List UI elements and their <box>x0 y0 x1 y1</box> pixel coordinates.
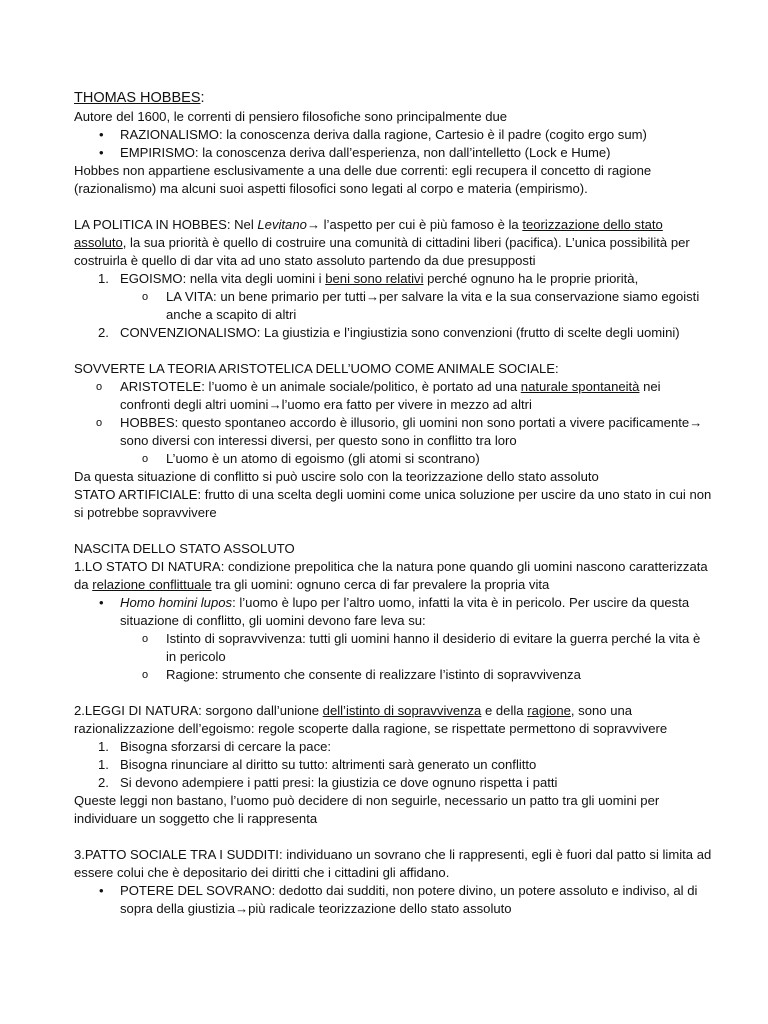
politica-paragraph: LA POLITICA IN HOBBES: Nel Levitano→ l’aspetto per cui è più famoso è la teorizzazione dello stato assoluto, la sua priorità è quello di costruire una comunità di cittadini liberi (pacifica). L’unica possibilità per costruirla è quello di dar vita ad uno stato assoluto partendo da due presupposti <box>74 217 690 268</box>
stato-artificiale: STATO ARTIFICIALE: frutto di una scelta degli uomini come unica soluzione per uscire da uno stato in cui non si potrebbe sopravvivere <box>74 487 712 520</box>
arrow-icon: → <box>235 901 249 916</box>
patto-paragraph: 3.PATTO SOCIALE TRA I SUDDITI: individuano un sovrano che li rappresenti, egli è fuori dal patto si limita ad essere colui che è depositario dei diritti che i cittadini gli affidano. <box>74 847 712 880</box>
sub-list-item: o HOBBES: questo spontaneo accordo è illusorio, gli uomini non sono portati a vivere pacificamente→ sono diversi con interessi diversi, per questo sono in conflitto tra loro <box>96 415 703 448</box>
document-title: THOMAS HOBBES: <box>74 90 205 106</box>
sovverte-heading: SOVVERTE LA TEORIA ARISTOTELICA DELL’UOMO COME ANIMALE SOCIALE: <box>74 361 559 376</box>
bullet-icon: • <box>99 595 104 610</box>
title-text: THOMAS HOBBES <box>74 90 201 106</box>
arrow-icon: → <box>306 217 320 232</box>
circle-bullet-icon: o <box>96 381 103 393</box>
sub-list-item: o L’uomo è un atomo di egoismo (gli atomi si scontrano) <box>142 451 480 466</box>
sub-list-item: o Istinto di sopravvivenza: tutti gli uomini hanno il desiderio di evitare la guerra perché la vita è in pericolo <box>142 631 701 664</box>
sub-list-item: o LA VITA: un bene primario per tutti→per salvare la vita e la sua conservazione siamo egoisti anche a scapito di altri <box>142 289 700 322</box>
bullet-icon: • <box>99 145 104 160</box>
circle-bullet-icon: o <box>142 453 149 465</box>
numbered-item: 2. CONVENZIONALISMO: La giustizia e l’ingiustizia sono convenzioni (frutto di scelte degli uomini) <box>98 325 680 340</box>
intro-line: Autore del 1600, le correnti di pensiero filosofiche sono principalmente due <box>74 109 508 124</box>
numbered-item: 2. Si devono adempiere i patti presi: la giustizia ce dove ognuno rispetta i patti <box>98 775 558 790</box>
circle-bullet-icon: o <box>142 633 149 645</box>
stato-di-natura: 1.LO STATO DI NATURA: condizione prepolitica che la natura pone quando gli uomini nascono caratterizzata da relazione conflittuale tra gli uomini: ognuno cerca di far prevalere la propria vita <box>74 559 708 592</box>
list-item: • EMPIRISMO: la conoscenza deriva dall’esperienza, non dall’intelletto (Lock e Hume) <box>99 145 611 160</box>
nascita-heading: NASCITA DELLO STATO ASSOLUTO <box>74 541 295 556</box>
list-item: • RAZIONALISMO: la conoscenza deriva dalla ragione, Cartesio è il padre (cogito ergo sum) <box>99 127 647 142</box>
numbered-item: 1. Bisogna rinunciare al diritto su tutto: altrimenti sarà generato un conflitto <box>98 757 537 772</box>
intro-after: Hobbes non appartiene esclusivamente a una delle due correnti: egli recupera il concetto di ragione (razionalismo) ma alcuni suoi aspetti filosofici sono legati al corpo e materia (empirismo). <box>74 163 652 196</box>
list-item: • POTERE DEL SOVRANO: dedotto dai sudditi, non potere divino, un potere assoluto e indiviso, al di sopra della giustizia→più radicale teorizzazione dello stato assoluto <box>99 883 698 916</box>
leggi-paragraph: 2.LEGGI DI NATURA: sorgono dall’unione dell’istinto di sopravvivenza e della ragione, sono una razionalizzazione dell’egoismo: regole scoperte dalla ragione, se rispettate permettono di sopravvivere <box>74 703 668 736</box>
arrow-icon: → <box>365 289 379 304</box>
sovverte-after: Da questa situazione di conflitto si può uscire solo con la teorizzazione dello stato assoluto <box>74 469 599 484</box>
circle-bullet-icon: o <box>96 417 103 429</box>
circle-bullet-icon: o <box>142 669 149 681</box>
numbered-item: 1. Bisogna sforzarsi di cercare la pace: <box>98 739 332 754</box>
list-item: • Homo homini lupos: l’uomo è lupo per l’altro uomo, infatti la vita è in pericolo. Per uscire da questa situazione di conflitto, gli uomini devono fare leva su: <box>99 595 690 628</box>
leggi-after: Queste leggi non bastano, l’uomo può decidere di non seguirle, necessario un patto tra gli uomini per individuare un soggetto che li rappresenta <box>74 793 660 826</box>
bullet-icon: • <box>99 127 104 142</box>
arrow-icon: → <box>689 415 703 430</box>
numbered-item: 1. EGOISMO: nella vita degli uomini i beni sono relativi perché ognuno ha le proprie priorità, <box>98 271 639 286</box>
sub-list-item: o Ragione: strumento che consente di realizzare l’istinto di sopravvivenza <box>142 667 581 682</box>
document-page <box>74 88 714 918</box>
sub-list-item: o ARISTOTELE: l’uomo è un animale sociale/politico, è portato ad una naturale spontaneità nei confronti degli altri uomini→l’uomo era fatto per vivere in mezzo ad altri <box>96 379 661 412</box>
bullet-icon: • <box>99 883 104 898</box>
circle-bullet-icon: o <box>142 291 149 303</box>
arrow-icon: → <box>268 397 282 412</box>
